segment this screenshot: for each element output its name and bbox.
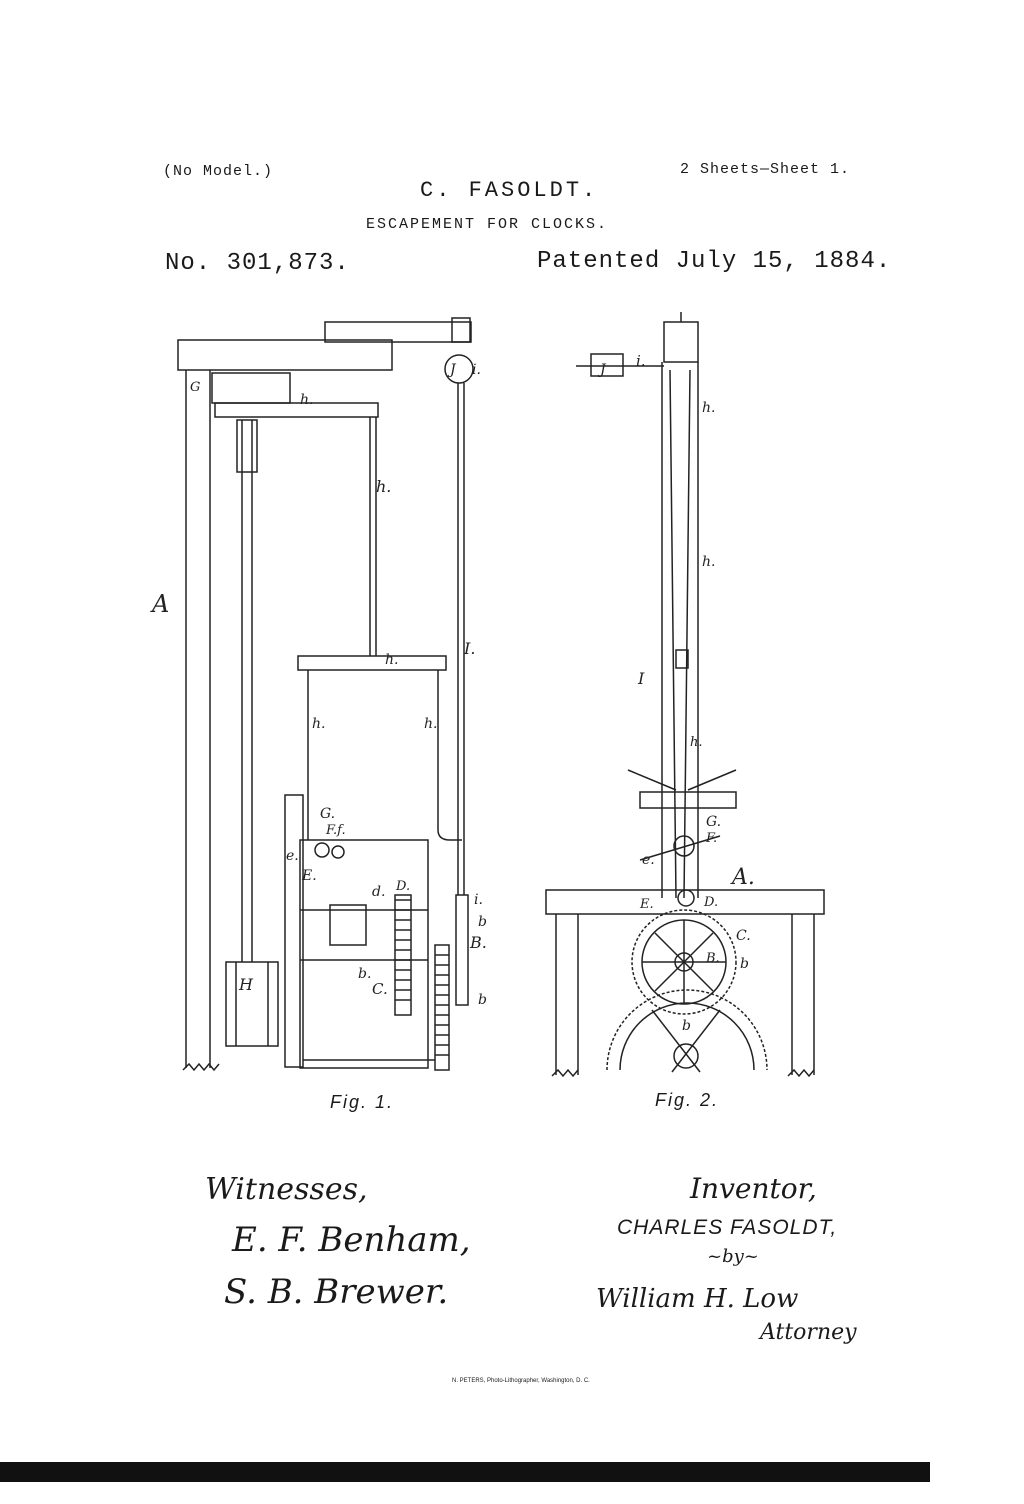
attorney-signature: William H. Low	[596, 1284, 799, 1314]
label-F-fig1: F.f.	[326, 823, 346, 838]
label-I-fig1: I.	[464, 639, 476, 658]
label-H-fig1: H	[239, 975, 253, 994]
label-E-fig1: E.	[302, 868, 317, 884]
sheet-count: 2 Sheets—Sheet 1.	[680, 161, 851, 178]
figure-1-caption: Fig. 1.	[330, 1092, 395, 1112]
label-h-mid: h.	[376, 477, 392, 496]
label-b1-fig1: b	[478, 914, 487, 930]
scan-border-bar	[0, 1462, 930, 1482]
label-A-fig2: A.	[732, 865, 755, 890]
label-G-fig1: G.	[320, 806, 336, 822]
label-b-fig2: b	[740, 956, 749, 972]
label-I-fig2: I	[638, 669, 645, 688]
label-C-fig2: C.	[736, 928, 751, 944]
label-C-fig1: C.	[372, 980, 388, 998]
label-b3-fig1: b	[478, 992, 487, 1008]
label-h-fig2: h.	[702, 400, 716, 416]
label-h-bar: h.	[385, 652, 399, 668]
witness-signature-1: E. F. Benham,	[232, 1220, 471, 1260]
label-i2-fig1: i.	[474, 892, 483, 908]
label-b2-fig1: b.	[358, 966, 372, 982]
figure-2-caption: Fig. 2.	[655, 1090, 720, 1110]
patent-number: No. 301,873.	[165, 250, 350, 277]
label-J-fig2: J	[600, 362, 606, 378]
label-h4-fig2: h.	[690, 735, 703, 750]
label-i-fig1: i.	[472, 362, 481, 378]
witnesses-heading: Witnesses,	[205, 1172, 368, 1207]
label-b2-fig2: b	[682, 1018, 691, 1034]
label-B-fig2: B.	[706, 951, 720, 966]
inventor-heading: Inventor,	[690, 1172, 817, 1205]
label-h-top: h.	[300, 392, 314, 408]
label-G-fig2: G.	[706, 814, 722, 830]
figure-letter-labels	[150, 352, 755, 1034]
label-G-1: G	[190, 380, 201, 395]
label-D-fig2: D.	[704, 895, 719, 910]
label-h3: h.	[312, 716, 326, 732]
no-model-label: (No Model.)	[163, 163, 274, 180]
label-h2: h.	[424, 716, 438, 732]
witness-signature-2: S. B. Brewer.	[224, 1272, 449, 1312]
attorney-label: Attorney	[760, 1320, 857, 1345]
patent-date: Patented July 15, 1884.	[537, 248, 892, 275]
label-e-fig1: e.	[286, 848, 299, 864]
label-D-fig1: D.	[396, 879, 411, 894]
figure-2-drawing	[546, 312, 824, 1076]
label-A-fig1: A	[152, 590, 170, 618]
label-d-fig1: d.	[372, 884, 386, 900]
inventor-full-name: CHARLES FASOLDT,	[617, 1216, 838, 1239]
label-E-fig2: E.	[640, 897, 654, 912]
by-label: ~by~	[707, 1246, 759, 1267]
label-e-fig2: e.	[642, 852, 655, 868]
label-i-fig2: i.	[636, 352, 646, 370]
patent-title: ESCAPEMENT FOR CLOCKS.	[366, 216, 609, 233]
label-F-fig2: F.	[706, 831, 718, 846]
label-J-fig1: J	[450, 362, 456, 378]
figure-1-drawing	[178, 318, 476, 1070]
label-h2-fig2: h.	[702, 554, 716, 570]
label-B-fig1: B.	[470, 933, 487, 952]
inventor-title: C. FASOLDT.	[420, 178, 599, 203]
printer-credit: N. PETERS, Photo-Lithographer, Washington, D. C.	[452, 1378, 590, 1384]
